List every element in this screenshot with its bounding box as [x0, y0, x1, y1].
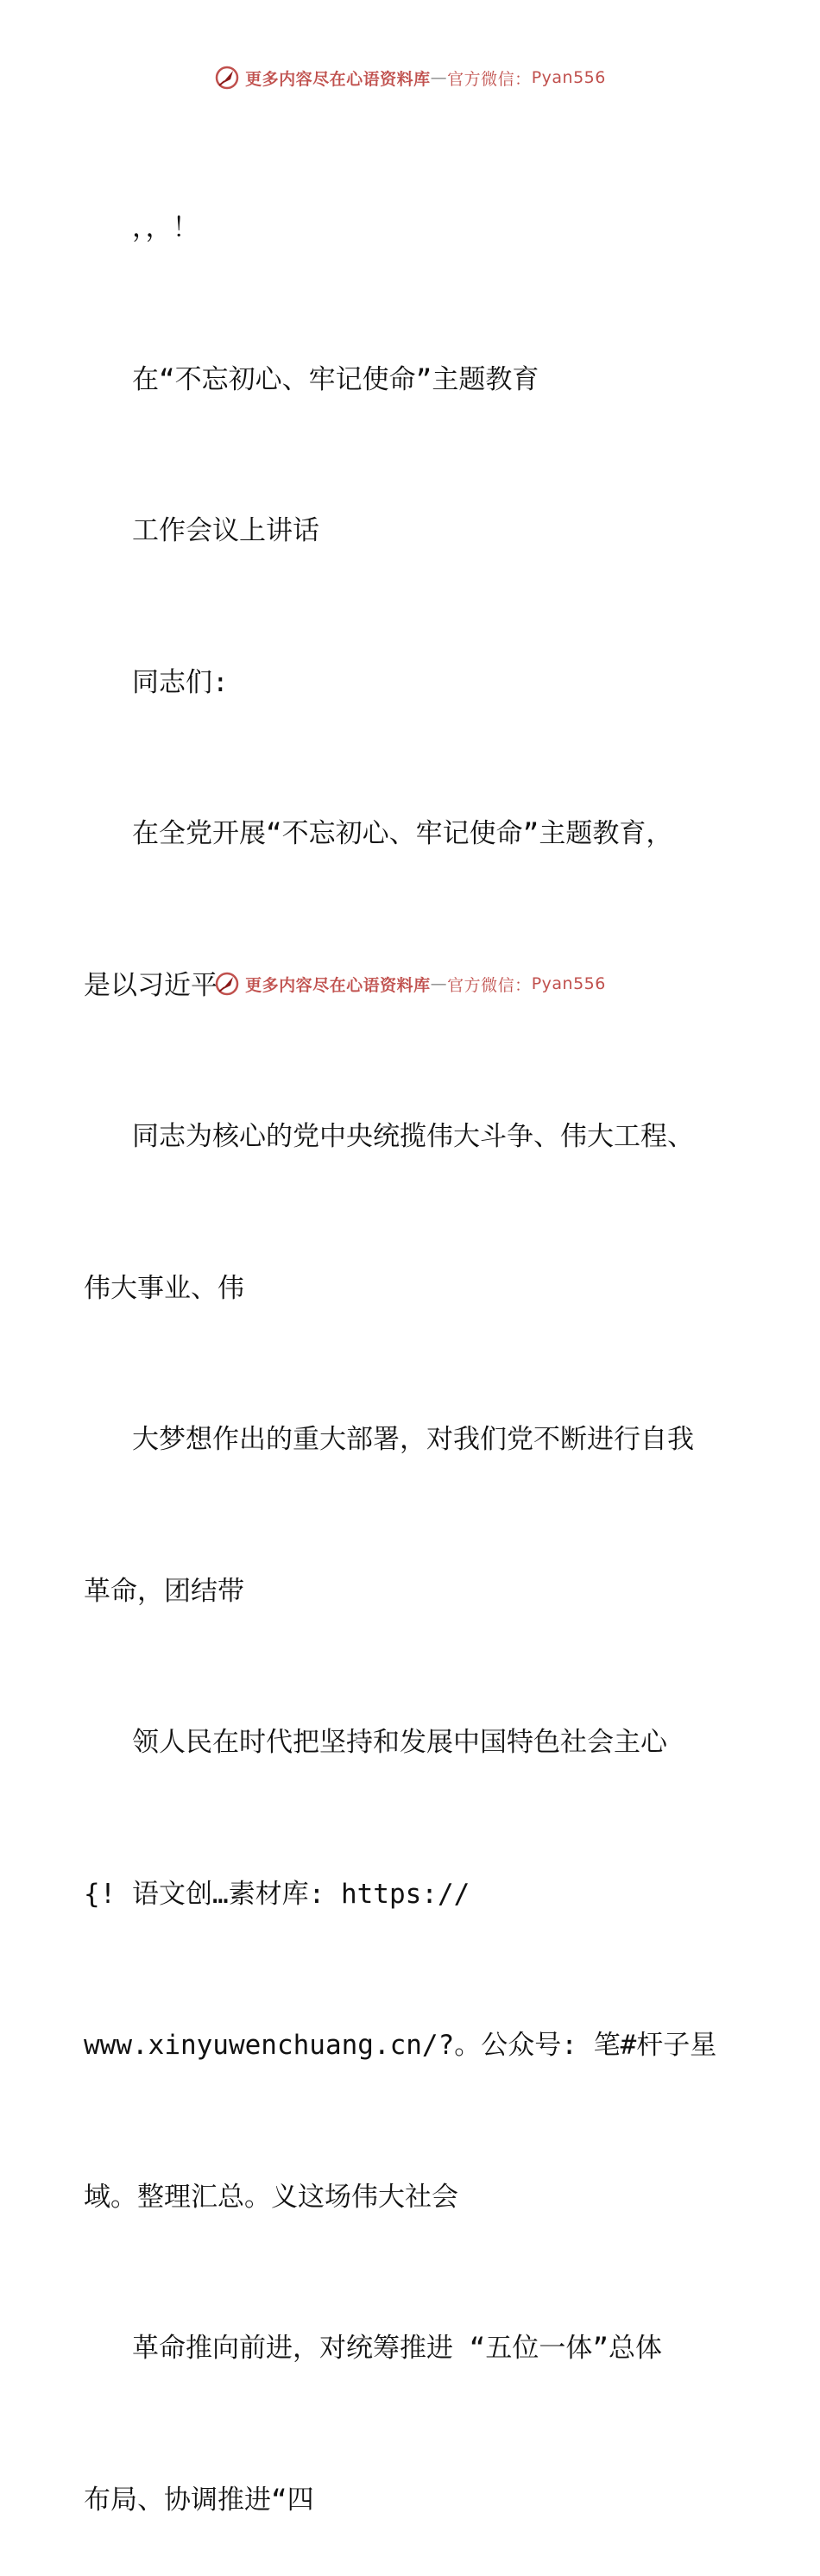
- text-line: 布局、协调推进“四: [84, 2484, 314, 2516]
- text-line: {! 语文创…素材库: https://: [84, 1878, 470, 1910]
- text-line: 大梦想作出的重大部署，对我们党不断进行自我: [84, 1424, 694, 1455]
- footer-banner: [0, 967, 820, 1001]
- banner-wechat-account: Pyan556: [531, 68, 606, 87]
- text-line: 域。整理汇总。义这场伟大社会: [84, 2181, 458, 2213]
- text-line: 同志为核心的党中央统揽伟大斗争、伟大工程、: [84, 1121, 694, 1152]
- text-line: www.xinyuwenchuang.cn/?。公众号: 笔#杆子星: [84, 2030, 717, 2061]
- text-line: 是以习近平: [84, 969, 218, 1001]
- text-line: 伟大事业、伟: [84, 1272, 244, 1304]
- text-line: 革命推向前进，对统筹推进 “五位一体”总体: [84, 2333, 662, 2364]
- quill-logo-icon: [214, 971, 240, 997]
- banner-separator: —: [430, 974, 448, 993]
- banner-wechat-label: 官方微信：: [447, 69, 532, 89]
- text-line: 在全党开展“不忘初心、牢记使命”主题教育，: [84, 818, 673, 849]
- banner-main-text: 更多内容尽在心语资料库: [245, 975, 431, 995]
- text-line: 领人民在时代把坚持和发展中国特色社会主心: [84, 1727, 667, 1758]
- text-line: 工作会议上讲话: [84, 515, 319, 546]
- header-banner: [0, 60, 820, 95]
- text-line: 在“不忘初心、牢记使命”主题教育: [84, 363, 539, 395]
- text-line: 同志们:: [84, 666, 229, 698]
- banner-wechat-label: 官方微信：: [447, 975, 532, 995]
- text-line: ，，！: [84, 212, 199, 243]
- banner-separator: —: [430, 68, 448, 87]
- quill-logo-icon: [214, 65, 240, 91]
- document-body: [84, 102, 774, 2576]
- banner-main-text: 更多内容尽在心语资料库: [245, 69, 431, 89]
- banner-wechat-account: Pyan556: [531, 974, 606, 993]
- text-line: 革命，团结带: [84, 1575, 244, 1607]
